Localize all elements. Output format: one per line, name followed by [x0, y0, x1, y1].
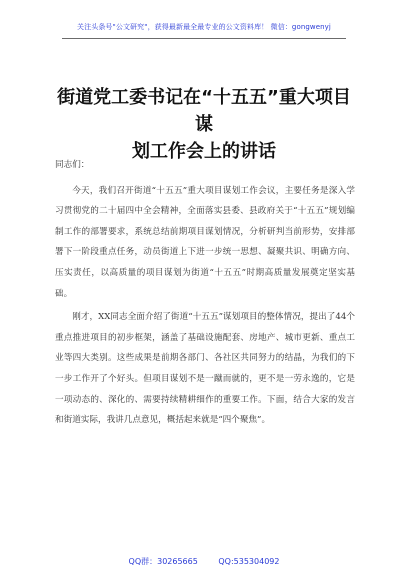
- footer: [0, 556, 408, 567]
- footer-qq: QQ:535304092: [218, 557, 280, 566]
- title-line-1: 街道党工委书记在“十五五”重大项目谋: [57, 87, 351, 135]
- header-divider: [62, 38, 346, 39]
- footer-qq-group: QQ群：30265665: [128, 557, 198, 566]
- document-title: [56, 84, 352, 165]
- paragraph-1: 今天，我们召开街道“十五五”重大项目谋划工作会议，主要任务是深入学习贯彻党的二十届四中全会精神，全面落实县委、县政府关于“十五五”规划编制工作的部署要求，系统总结前期项目谋划情况，分析研判当前形势，安排部署下一阶段重点任务，动员街道上下进一步统一思想、凝聚共识、明确方向、压实责任，以高质量的项目谋划为街道“十五五”时期高质量发展奠定坚实基础。: [55, 185, 355, 299]
- salutation: 同志们：: [55, 160, 90, 170]
- title-line-2: 划工作会上的讲话: [132, 141, 276, 162]
- header-banner: 关注头条号"公文研究"，获得最新最全最专业的公文资料库！ 微信：gongwenyj: [77, 23, 331, 31]
- document-body: [55, 155, 355, 431]
- paragraph-2: 刚才，XX同志全面介绍了街道“十五五”谋划项目的整体情况，提出了44个重点推进项目的初步框架，涵盖了基础设施配套、房地产、城市更新、重点工业等四大类别。这些成果是前期各部门、各社区共同努力的结晶，为我们的下一步工作开了个好头。但项目谋划不是一蹴而就的，更不是一劳永逸的，它是一项动态的、深化的、需要持续精耕细作的重要工作。下面，结合大家的发言和街道实际，我讲几点意见，概括起来就是“四个聚焦”。: [55, 312, 355, 426]
